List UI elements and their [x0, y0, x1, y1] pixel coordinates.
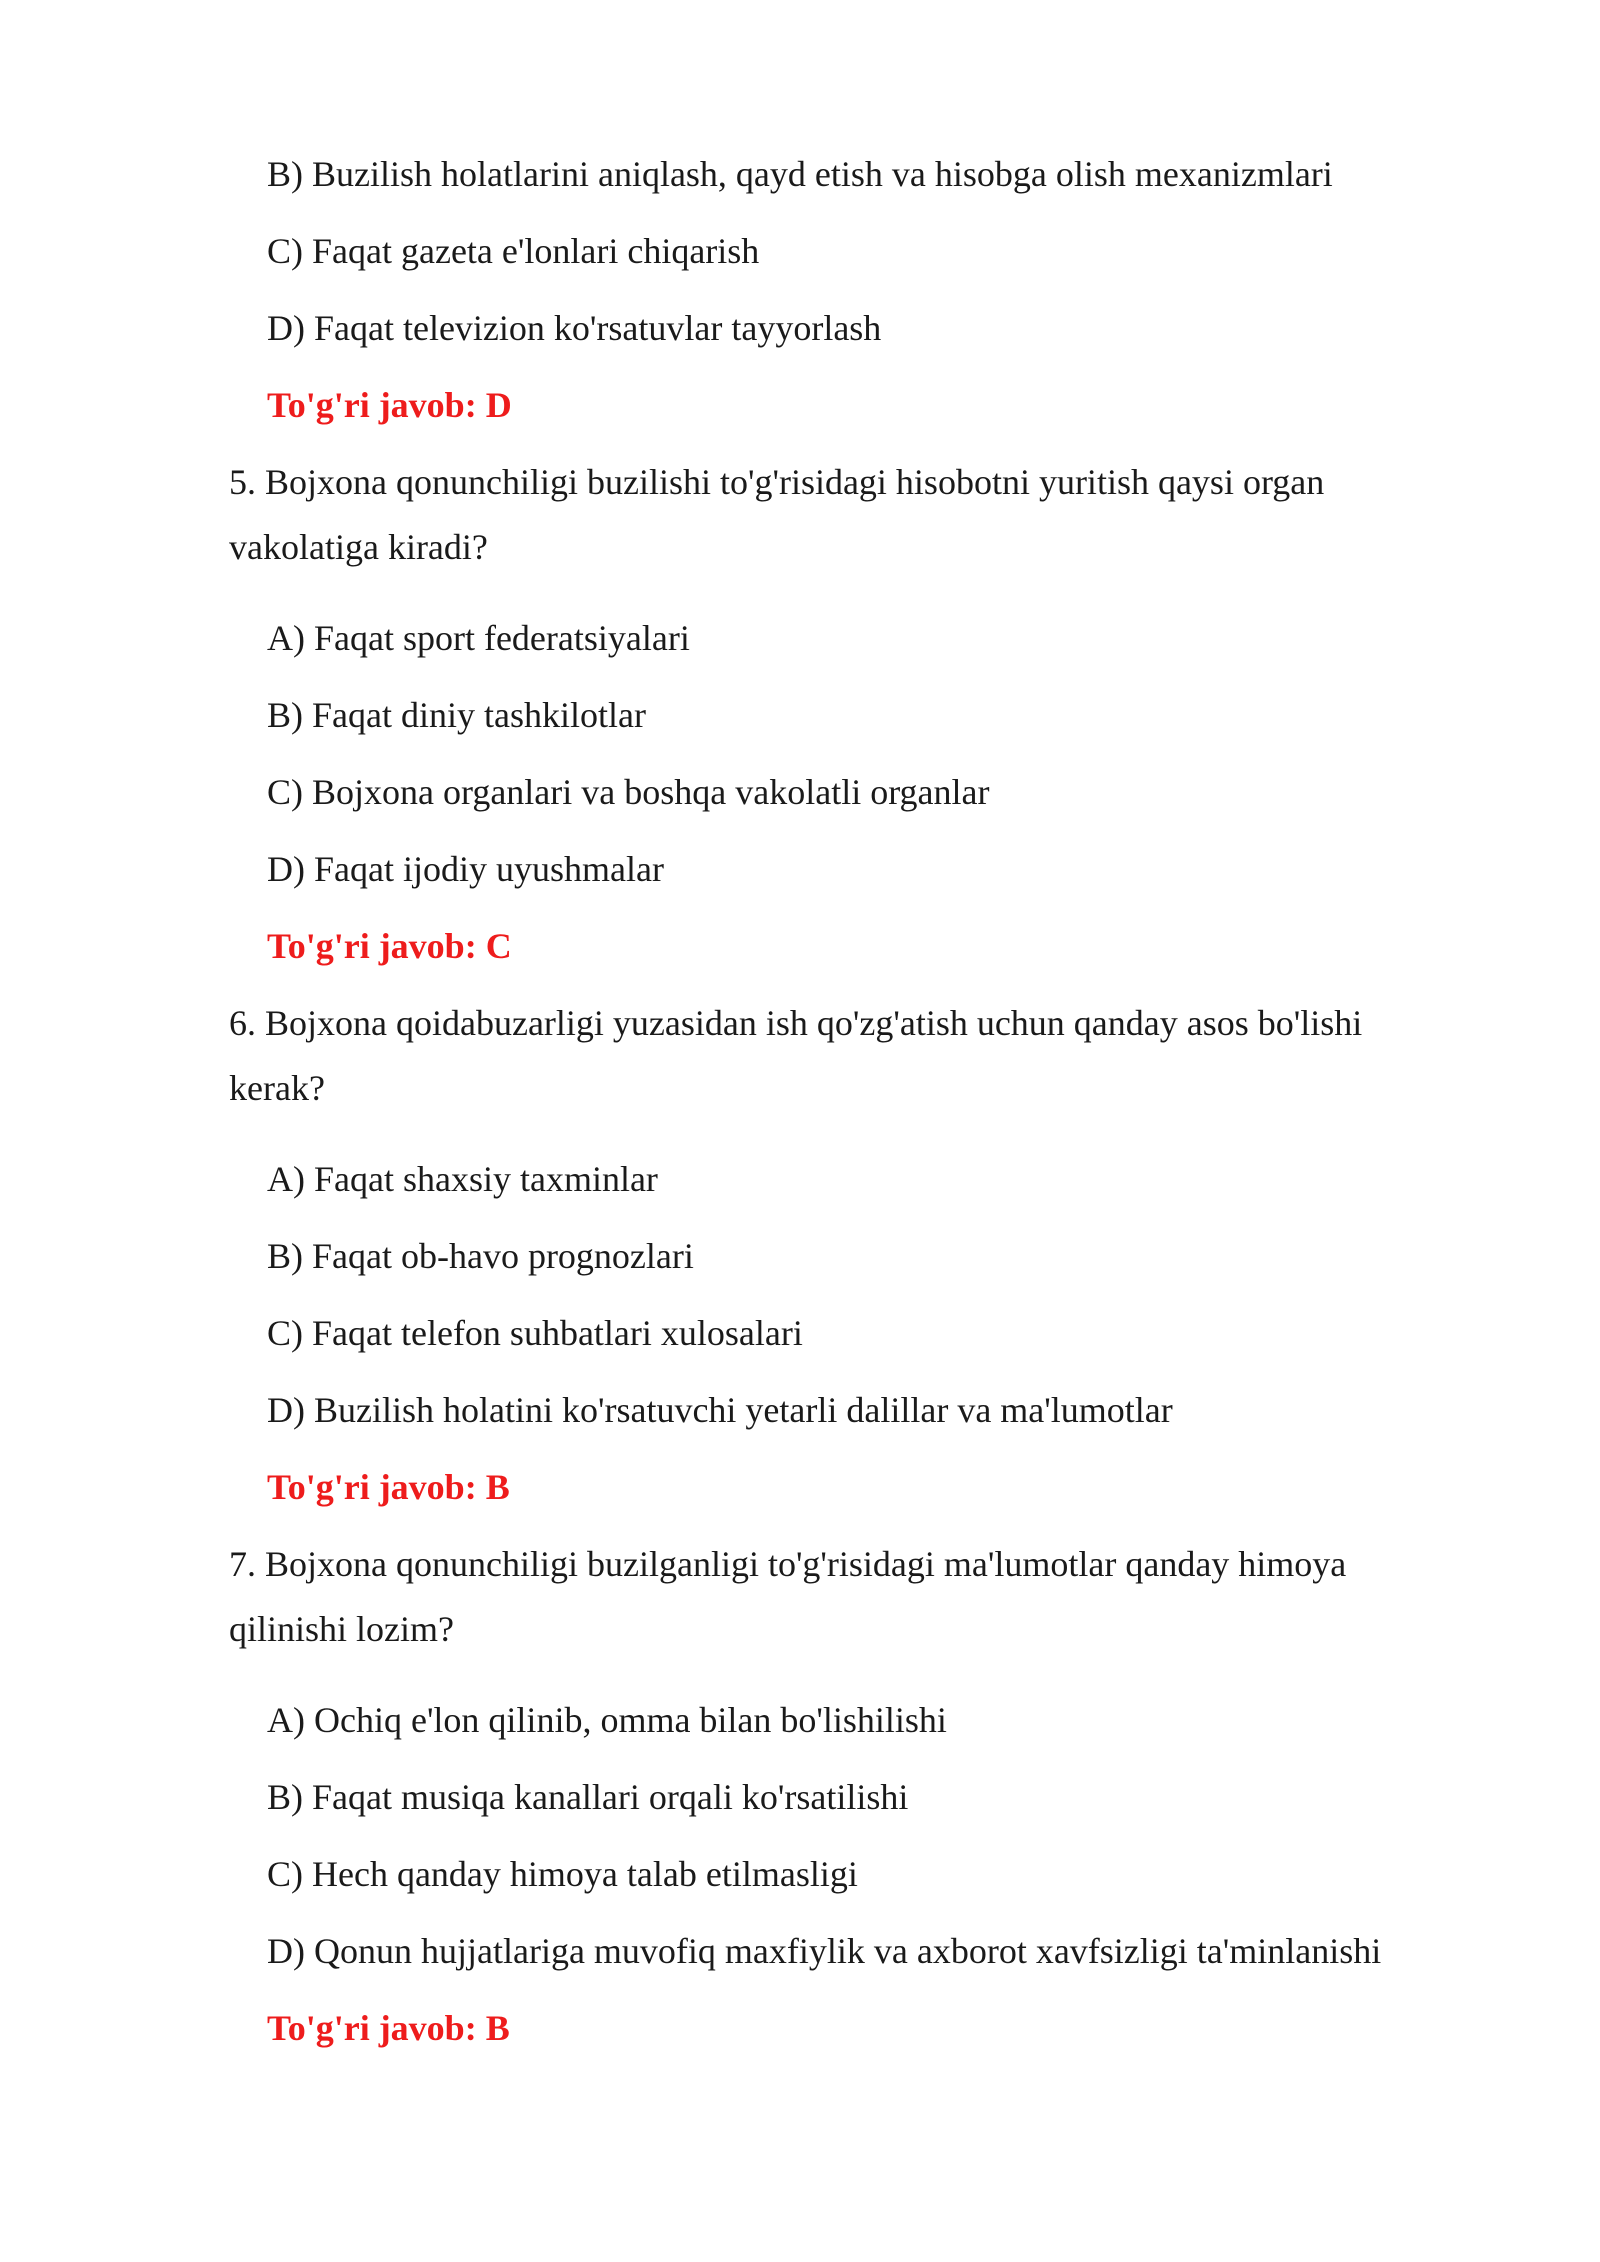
- question-6-text-cont: kerak?: [229, 1068, 325, 1108]
- question-7-text-cont: qilinishi lozim?: [229, 1609, 454, 1649]
- option-7c: C) Hech qanday himoya talab etilmasligi: [267, 1854, 858, 1894]
- answer-7: To'g'ri javob: B: [267, 2008, 510, 2048]
- option-6a: A) Faqat shaxsiy taxminlar: [267, 1159, 658, 1199]
- option-4c: C) Faqat gazeta e'lonlari chiqarish: [267, 231, 760, 271]
- option-4d: D) Faqat televizion ko'rsatuvlar tayyorlash: [267, 308, 882, 348]
- question-5-text-cont: vakolatiga kiradi?: [229, 527, 488, 567]
- option-7b: B) Faqat musiqa kanallari orqali ko'rsatilishi: [267, 1777, 909, 1817]
- question-7-text: 7. Bojxona qonunchiligi buzilganligi to'g'risidagi ma'lumotlar qanday himoya: [229, 1544, 1347, 1584]
- option-5d: D) Faqat ijodiy uyushmalar: [267, 849, 664, 889]
- option-5a: A) Faqat sport federatsiyalari: [267, 618, 690, 658]
- option-5c: C) Bojxona organlari va boshqa vakolatli organlar: [267, 772, 990, 812]
- option-6d: D) Buzilish holatini ko'rsatuvchi yetarli dalillar va ma'lumotlar: [267, 1390, 1173, 1430]
- answer-4: To'g'ri javob: D: [267, 385, 512, 425]
- question-5-text: 5. Bojxona qonunchiligi buzilishi to'g'risidagi hisobotni yuritish qaysi organ: [229, 462, 1325, 502]
- option-6b: B) Faqat ob-havo prognozlari: [267, 1236, 694, 1276]
- option-4b: B) Buzilish holatlarini aniqlash, qayd etish va hisobga olish mexanizmlari: [267, 154, 1333, 194]
- answer-5: To'g'ri javob: C: [267, 926, 512, 966]
- option-7a: A) Ochiq e'lon qilinib, omma bilan bo'lishilishi: [267, 1700, 947, 1740]
- option-7d: D) Qonun hujjatlariga muvofiq maxfiylik va axborot xavfsizligi ta'minlanishi: [267, 1931, 1382, 1971]
- question-6-text: 6. Bojxona qoidabuzarligi yuzasidan ish qo'zg'atish uchun qanday asos bo'lishi: [229, 1003, 1363, 1043]
- option-6c: C) Faqat telefon suhbatlari xulosalari: [267, 1313, 803, 1353]
- answer-6: To'g'ri javob: B: [267, 1467, 510, 1507]
- option-5b: B) Faqat diniy tashkilotlar: [267, 695, 646, 735]
